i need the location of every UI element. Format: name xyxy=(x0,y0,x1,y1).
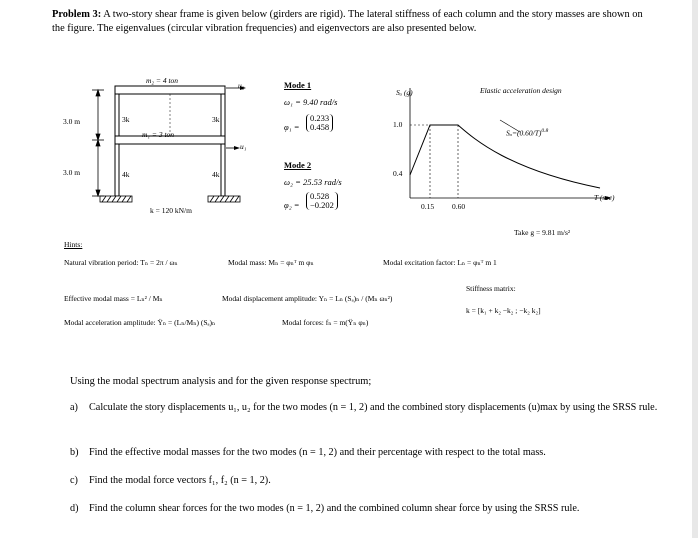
mode1-phi-2: 0.458 xyxy=(310,122,330,132)
hint-displacement-amplitude: Modal displacement amplitude: Yₙ = Lₙ (Sₐ)ₙ / (Mₙ ωₙ²) xyxy=(222,294,393,303)
u1-label: u₁ xyxy=(240,142,247,151)
mode2-phi-1: 0.528 xyxy=(310,191,330,201)
spectrum-x1: 0.15 xyxy=(421,202,435,211)
mode1-omega: ω₁ = 9.40 rad/s xyxy=(284,97,338,107)
question-c-text: Find the modal force vectors f₁, f₂ (n = 1, 2). xyxy=(89,475,271,486)
column-upper-right xyxy=(221,94,225,136)
problem-number: Problem 3: xyxy=(52,9,102,20)
height-top-label: 3.0 m xyxy=(63,117,81,126)
fixed-support-right xyxy=(208,196,240,202)
mode2-omega: ω₂ = 25.53 rad/s xyxy=(284,177,342,187)
question-d-label: d) xyxy=(70,503,79,514)
k-top-left-label: 3k xyxy=(122,115,130,124)
page-right-edge xyxy=(692,0,698,538)
spectrum-curve-formula: Sₐ=(0.60/T) xyxy=(506,128,542,138)
spectrum-y-base: 0.4 xyxy=(393,169,403,178)
k-top-right-label: 3k xyxy=(212,115,220,124)
question-b-text: Find the effective modal masses for the two modes (n = 1, 2) and their percentage with respect to the total mass. xyxy=(89,447,546,458)
spectrum-xlabel: T (sec) xyxy=(594,193,615,202)
hint-excitation: Modal excitation factor: Lₙ = φₙᵀ m 1 xyxy=(383,258,497,267)
hint-stiffness-matrix: k = [k₁ + k₂ −k₂ ; −k₂ k₂] xyxy=(466,306,541,315)
mode1-phi-1: 0.233 xyxy=(310,113,330,123)
spectrum-curve-label xyxy=(506,128,548,138)
take-g: Take g = 9.81 m/s² xyxy=(514,228,571,237)
u2-label: u₂ xyxy=(238,81,245,90)
m2-label: m₂ = 4 ton xyxy=(146,76,179,85)
problem-text: A two-story shear frame is given below (girders are rigid). The lateral stiffness of each column and the story masses are shown on the figure. The eigenvalues (circular vibration frequencies) and eigenvectors are also presented below. xyxy=(52,9,643,34)
k-value-label: k = 120 kN/m xyxy=(150,206,192,215)
top-girder xyxy=(115,86,225,94)
column-upper-left xyxy=(115,94,119,136)
shear-frame-figure xyxy=(60,70,250,220)
mode2-phi-2: −0.202 xyxy=(310,200,334,210)
mode1-title: Mode 1 xyxy=(284,80,312,90)
question-a-label: a) xyxy=(70,402,78,413)
mode1-phi-label: φ₁ = xyxy=(284,122,300,132)
k-bottom-left-label: 4k xyxy=(122,170,130,179)
height-bottom-label: 3.0 m xyxy=(63,168,81,177)
spectrum-title: Elastic acceleration design xyxy=(480,86,562,95)
m1-label: m₁ = 3 ton xyxy=(142,130,175,139)
height-dimension xyxy=(92,90,104,196)
mode2-phi-label: φ₂ = xyxy=(284,200,300,210)
mode2-phi-vector xyxy=(306,192,338,210)
mode2-title: Mode 2 xyxy=(284,160,312,170)
response-spectrum-graph xyxy=(380,80,620,210)
question-b-label: b) xyxy=(70,447,79,458)
question-d-text: Find the column shear forces for the two modes (n = 1, 2) and the combined column shear force by using the SRSS rule. xyxy=(89,503,580,514)
hint-acceleration-amplitude: Modal acceleration amplitude: Ÿₙ = (Lₙ/Mₙ) (Sₐ)ₙ xyxy=(64,318,216,327)
spectrum-curve-exponent: 0.8 xyxy=(541,128,549,134)
spectrum-curve xyxy=(410,125,600,188)
hint-modal-forces: Modal forces: fₙ = m(Ÿₙ φₙ) xyxy=(282,318,369,327)
question-a-text: Calculate the story displacements u₁, u₂ for the two modes (n = 1, 2) and the combined story displacements (u)max by using the SRSS rule. xyxy=(89,402,658,413)
k-bottom-right-label: 4k xyxy=(212,170,220,179)
hint-modal-mass: Modal mass: Mₙ = φₙᵀ m φₙ xyxy=(228,258,314,267)
hints-title: Hints: xyxy=(64,240,83,249)
mode1-phi-vector xyxy=(306,114,333,132)
fixed-support-left xyxy=(100,196,132,202)
column-lower-left xyxy=(115,144,119,196)
spectrum-x2: 0.60 xyxy=(452,202,466,211)
hint-stiffness-title: Stiffness matrix: xyxy=(466,284,516,293)
spectrum-y-top: 1.0 xyxy=(393,120,403,129)
question-c-label: c) xyxy=(70,475,78,486)
problem-statement xyxy=(52,8,652,36)
column-lower-right xyxy=(221,144,225,196)
spectrum-ylabel: Sₐ (g) xyxy=(396,88,413,97)
hint-effective-mass: Effective modal mass = Lₙ² / Mₙ xyxy=(64,294,163,303)
hint-period: Natural vibration period: Tₙ = 2π / ωₙ xyxy=(64,258,178,267)
using-statement: Using the modal spectrum analysis and for the given response spectrum; xyxy=(70,376,372,387)
